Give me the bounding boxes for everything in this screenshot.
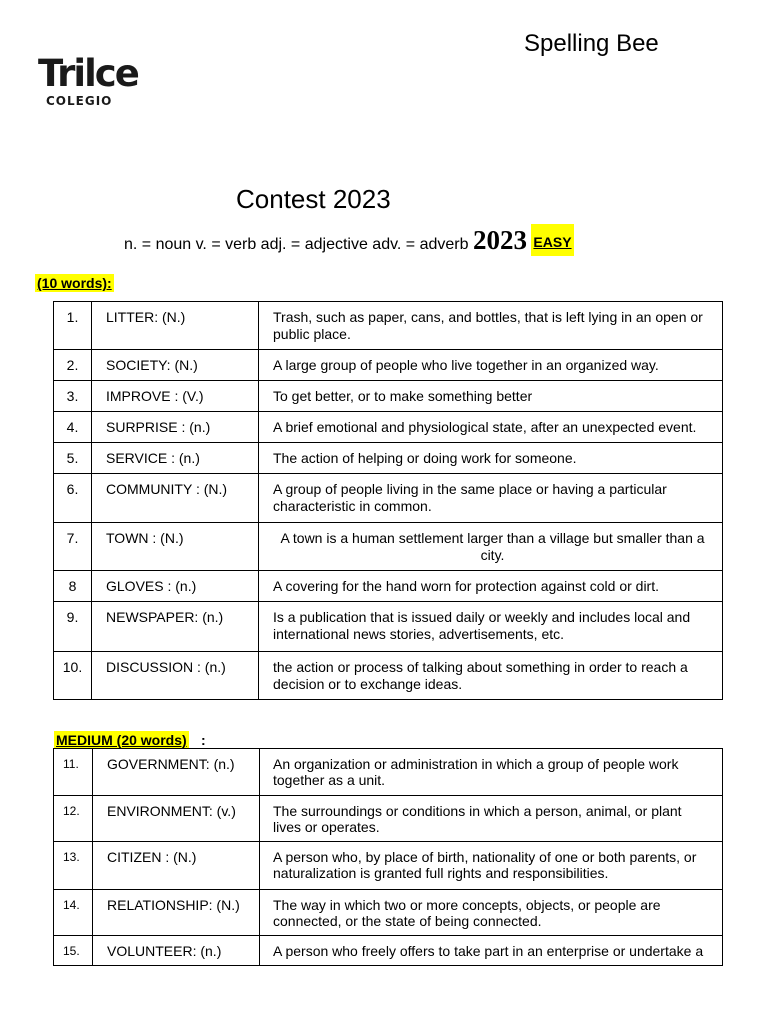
word-term: GLOVES : (n.) [92,571,259,602]
word-number: 11. [54,749,93,796]
table-row [54,412,723,443]
word-term: SERVICE : (n.) [92,443,259,474]
word-term: TOWN : (N.) [92,523,259,571]
word-definition: Is a publication that is issued daily or weekly and includes local and international news stories, advertisements, etc. [259,602,723,652]
contest-title: Contest 2023 [236,184,391,214]
word-definition: The action of helping or doing work for someone. [259,443,723,474]
word-definition: A town is a human settlement larger than a village but smaller than a city. [259,523,723,571]
word-term: DISCUSSION : (n.) [92,652,259,700]
table-row [54,571,723,602]
word-definition: The way in which two or more concepts, objects, or people are connected, or the state of being connected. [260,890,723,936]
word-number: 3. [54,381,92,412]
table-row [54,652,723,700]
easy-words-table [53,301,723,700]
table-row [54,749,723,796]
word-number: 5. [54,443,92,474]
medium-section-colon: : [201,732,206,748]
table-row [54,936,723,966]
word-definition: The surroundings or conditions in which a person, animal, or plant lives or operates. [260,796,723,842]
word-term: RELATIONSHIP: (N.) [93,890,260,936]
word-number: 13. [54,842,93,890]
word-number: 10. [54,652,92,700]
table-row [54,890,723,936]
table-row [54,381,723,412]
word-number: 1. [54,302,92,350]
word-number: 6. [54,474,92,523]
word-definition: A brief emotional and physiological state, after an unexpected event. [259,412,723,443]
word-term: LITTER: (N.) [92,302,259,350]
word-number: 15. [54,936,93,966]
medium-section-label: MEDIUM (20 words) [56,732,187,748]
school-logo [38,52,138,108]
word-term: VOLUNTEER: (n.) [93,936,260,966]
word-definition: A person who, by place of birth, nationality of one or both parents, or naturalization is granted full rights and responsibilities. [260,842,723,890]
word-definition: the action or process of talking about something in order to reach a decision or to exchange ideas. [259,652,723,700]
table-row [54,302,723,350]
word-number: 9. [54,602,92,652]
table-row [54,842,723,890]
easy-section-label: (10 words): [37,275,112,291]
header-title: Spelling Bee [524,30,659,57]
word-term: NEWSPAPER: (n.) [92,602,259,652]
word-definition: A person who freely offers to take part in an enterprise or undertake a [260,936,723,966]
legend-year: 2023 [472,225,527,255]
table-row [54,474,723,523]
word-definition: An organization or administration in which a group of people work together as a unit. [260,749,723,796]
word-definition: Trash, such as paper, cans, and bottles, that is left lying in an open or public place. [259,302,723,350]
logo-wordmark: Trilce [38,52,138,95]
word-term: COMMUNITY : (N.) [92,474,259,523]
word-number: 14. [54,890,93,936]
word-term: SOCIETY: (N.) [92,350,259,381]
word-number: 2. [54,350,92,381]
table-row [54,443,723,474]
word-term: IMPROVE : (V.) [92,381,259,412]
table-row [54,350,723,381]
word-definition: A covering for the hand worn for protection against cold or dirt. [259,571,723,602]
word-term: ENVIRONMENT: (v.) [93,796,260,842]
word-term: GOVERNMENT: (n.) [93,749,260,796]
word-term: SURPRISE : (n.) [92,412,259,443]
word-number: 12. [54,796,93,842]
word-definition: To get better, or to make something better [259,381,723,412]
word-number: 4. [54,412,92,443]
word-definition: A group of people living in the same place or having a particular characteristic in common. [259,474,723,523]
logo-subtitle: COLEGIO [46,94,113,108]
level-badge: EASY [531,224,573,256]
word-number: 8 [54,571,92,602]
table-row [54,602,723,652]
table-row [54,796,723,842]
word-term: CITIZEN : (N.) [93,842,260,890]
table-row [54,523,723,571]
word-definition: A large group of people who live together in an organized way. [259,350,723,381]
medium-words-table [53,748,723,966]
abbreviation-legend [124,224,574,256]
legend-text: n. = noun v. = verb adj. = adjective adv. = adverb [124,236,469,253]
word-number: 7. [54,523,92,571]
